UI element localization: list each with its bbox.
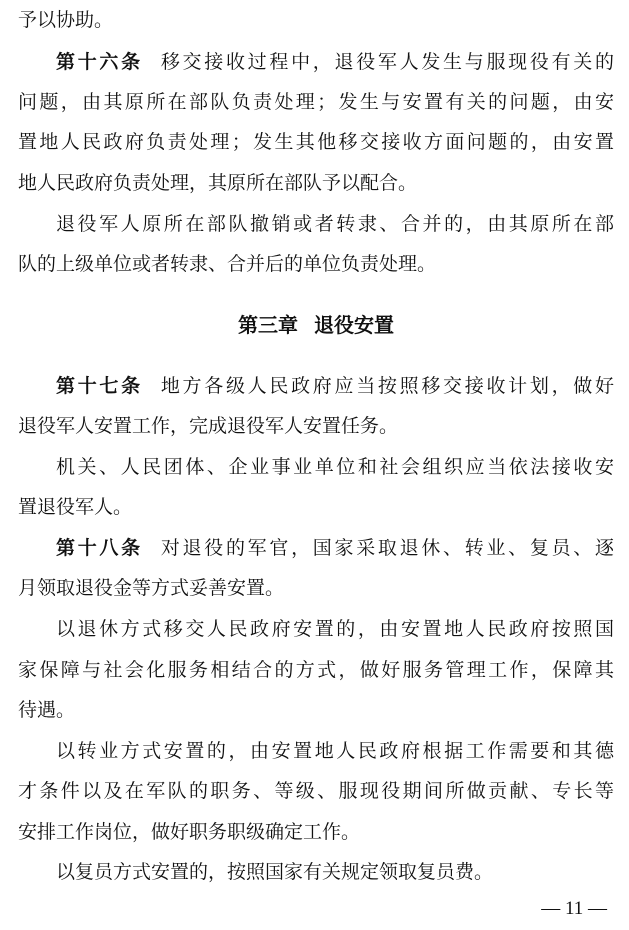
article-17-heading: 第十七条: [56, 375, 143, 397]
text-line: 安排工作岗位，做好职务职级确定工作。: [18, 821, 361, 843]
text-line: 家保障与社会化服务相结合的方式，做好服务管理工作，保障其: [18, 659, 614, 681]
text-line: 以复员方式安置的，按照国家有关规定领取复员费。: [56, 861, 494, 883]
article-18-text: 对退役的军官，国家采取退休、转业、复员、逐: [160, 537, 614, 559]
text-line: 机关、人民团体、企业事业单位和社会组织应当依法接收安: [56, 456, 614, 478]
page-number: — 11 —: [541, 898, 607, 919]
text-line: 予以协助。: [18, 9, 114, 31]
text-line: 退役军人原所在部队撤销或者转隶、合并的，由其原所在部: [56, 213, 614, 235]
chapter-heading: [18, 311, 614, 339]
text-line: 问题，由其原所在部队负责处理；发生与安置有关的问题，由安: [18, 91, 614, 113]
article-16-text: 移交接收过程中，退役军人发生与服现役有关的: [160, 51, 614, 73]
text-line: 退役军人安置工作，完成退役军人安置任务。: [18, 415, 399, 437]
article-17-first-line: [56, 373, 614, 399]
article-16-heading: 第十六条: [56, 51, 143, 73]
text-line: 置退役军人。: [18, 496, 133, 518]
article-18-first-line: [56, 535, 614, 561]
text-line: 以退休方式移交人民政府安置的，由安置地人民政府按照国: [56, 618, 614, 640]
text-line: 才条件以及在军队的职务、等级、服现役期间所做贡献、专长等: [18, 780, 614, 802]
article-18-heading: 第十八条: [56, 537, 143, 559]
text-line: 月领取退役金等方式妥善安置。: [18, 577, 285, 599]
text-line: 以转业方式安置的，由安置地人民政府根据工作需要和其德: [56, 740, 614, 762]
text-line: 置地人民政府负责处理；发生其他移交接收方面问题的，由安置: [18, 131, 614, 153]
text-line: 待遇。: [18, 699, 76, 721]
text-line: 队的上级单位或者转隶、合并后的单位负责处理。: [18, 253, 437, 275]
text-line: 地人民政府负责处理，其原所在部队予以配合。: [18, 172, 418, 194]
chapter-number: 第三章: [238, 313, 298, 337]
article-16-first-line: [56, 49, 614, 75]
chapter-title: 退役安置: [314, 313, 394, 337]
article-17-text: 地方各级人民政府应当按照移交接收计划，做好: [160, 375, 614, 397]
